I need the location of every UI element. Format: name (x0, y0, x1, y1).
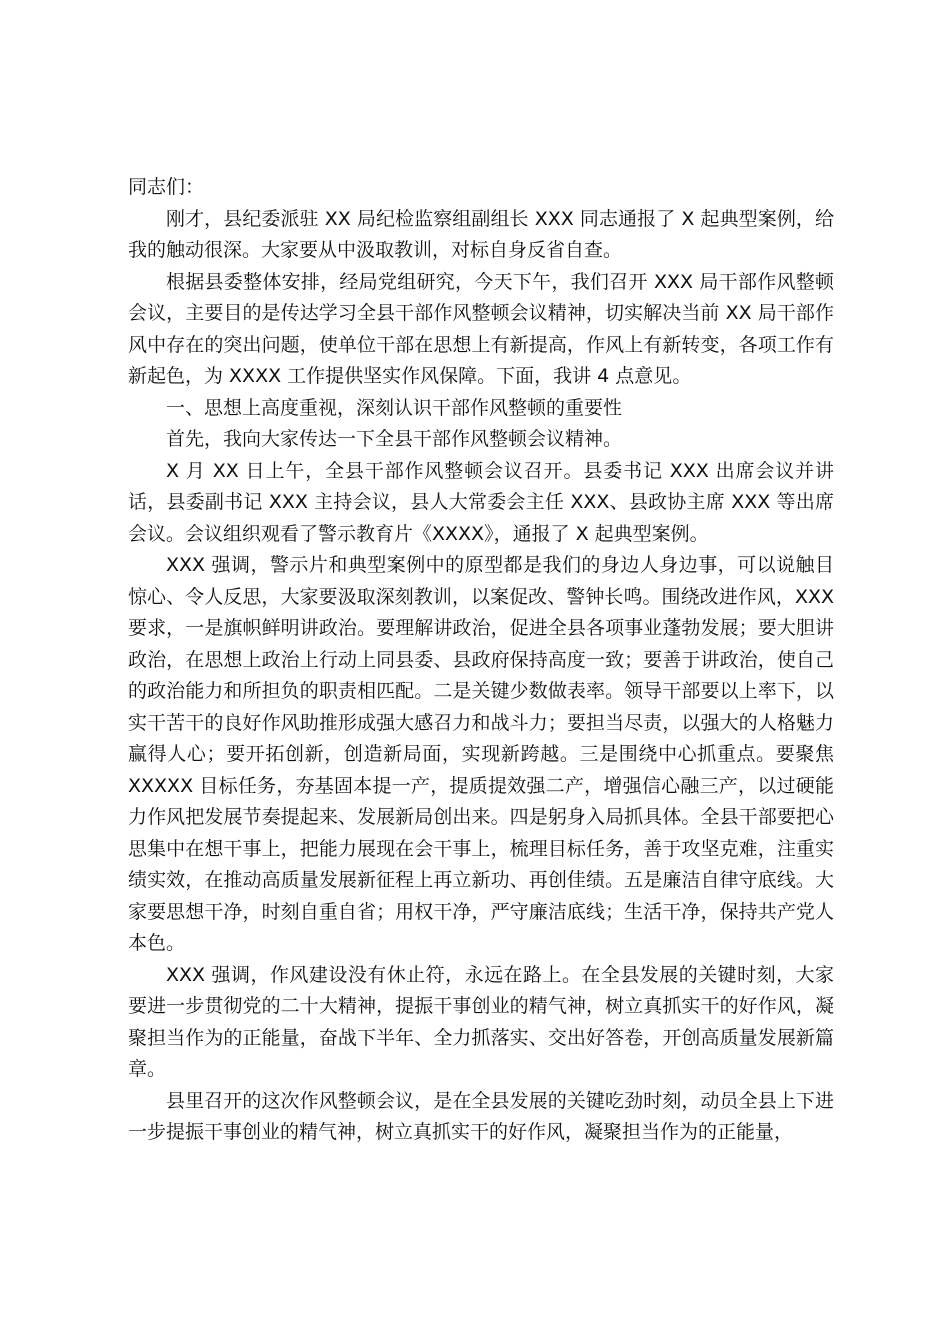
salutation: 同志们： (128, 176, 205, 198)
paragraph-convey: 首先，我向大家传达一下全县干部作风整顿会议精神。 (166, 428, 623, 450)
paragraph-significance: 县里召开的这次作风整顿会议，是在全县发展的关键吃劲时刻，动员全县上下进一步提振干事创业的精气神，树立真抓实干的好作风，凝聚担当作为的正能量， (128, 1089, 834, 1143)
section-heading-1: 一、思想上高度重视，深刻认识干部作风整顿的重要性 (166, 396, 623, 419)
paragraph-style-building: XXX 强调，作风建设没有休止符，永远在路上。在全县发展的关键时刻，大家要进一步贯彻党的二十大精神，提振干事创业的精气神，树立真抓实干的好作风，凝聚担当作为的正能量，奋战下半年、全力抓落实、交出好答卷，开创高质量发展新篇章。 (128, 963, 834, 1080)
paragraph-opening: 刚才，县纪委派驻 XX 局纪检监察组副组长 XXX 同志通报了 X 起典型案例，给我的触动很深。大家要从中汲取教训，对标自身反省自查。 (128, 207, 834, 261)
paragraph-meeting-purpose: 根据县委整体安排，经局党组研究，今天下午，我们召开 XXX 局干部作风整顿会议，主要目的是传达学习全县干部作风整顿会议精神，切实解决当前 XX 局干部作风中存在的突出问题，使单位干部在思想上有新提高，作风上有新转变，各项工作有新起色，为 XXXX 工作提供坚实作风保障。下面，我讲 4 点意见。 (128, 270, 834, 387)
paragraph-county-meeting: X 月 XX 日上午，全县干部作风整顿会议召开。县委书记 XXX 出席会议并讲话，县委副书记 XXX 主持会议，县人大常委会主任 XXX、县政协主席 XXX 等出席会议。会议组织观看了警示教育片《XXXX》，通报了 X 起典型案例。 (128, 459, 834, 545)
document-page (128, 172, 834, 1149)
paragraph-requirements: XXX 强调，警示片和典型案例中的原型都是我们的身边人身边事，可以说触目惊心、令人反思，大家要汲取深刻教训，以案促改、警钟长鸣。围绕改进作风，XXX 要求，一是旗帜鲜明讲政治。要理解讲政治，促进全县各项事业蓬勃发展；要大胆讲政治，在思想上政治上行动上同县委、县政府保持高度一致；要善于讲政治，使自己的政治能力和所担负的职责相匹配。二是关键少数做表率。领导干部要以上率下，以实干苦干的良好作风助推形成强大感召力和战斗力；要担当尽责，以强大的人格魅力赢得人心；要开拓创新，创造新局面，实现新跨越。三是围绕中心抓重点。要聚焦 XXXXX 目标任务，夯基固本提一产，提质提效强二产，增强信心融三产，以过硬能力作风把发展节奏提起来、发展新局创出来。四是躬身入局抓具体。全县干部要把心思集中在想干事上，把能力展现在会干事上，梳理目标任务，善于攻坚克难，注重实绩实效，在推动高质量发展新征程上再立新功、再创佳绩。五是廉洁自律守底线。大家要思想干净，时刻自重自省；用权干净，严守廉洁底线；生活干净，保持共产党人本色。 (128, 554, 834, 954)
